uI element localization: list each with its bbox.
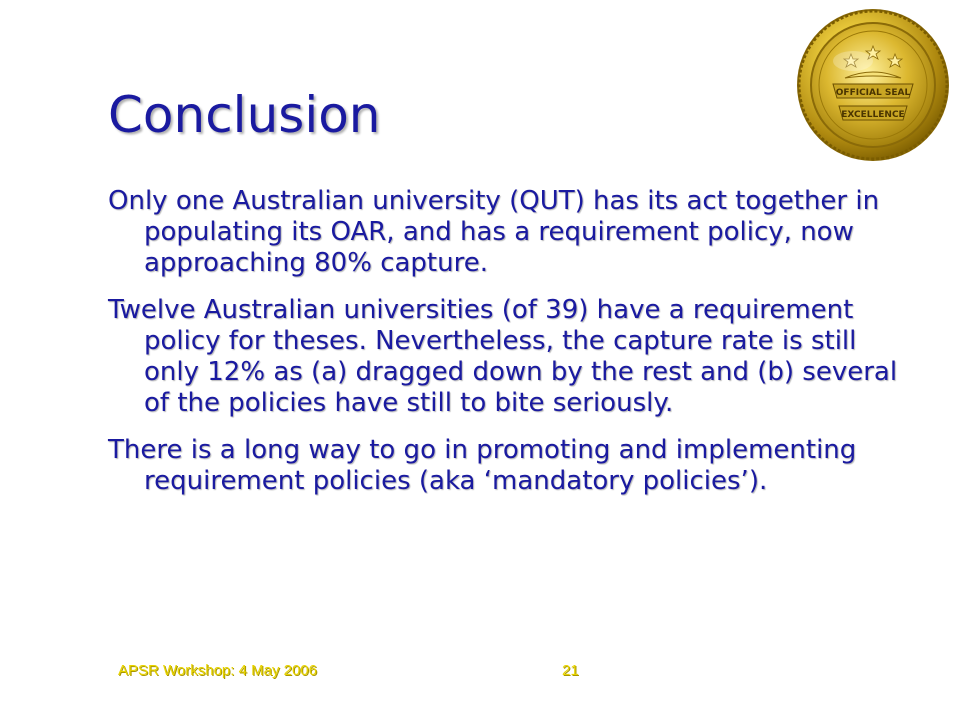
page-number: 21 <box>562 662 579 679</box>
paragraph-long-way: There is a long way to go in promoting and implementing requirement policies (aka ‘mandatory policies’). <box>108 435 857 496</box>
footer-workshop: APSR Workshop: 4 May 2006 <box>118 662 317 679</box>
slide-body <box>108 186 908 513</box>
slide-title: Conclusion <box>108 86 381 144</box>
paragraph-qut: Only one Australian university (QUT) has its act together in populating its OAR, and has a requirement policy, now approaching 80% capture. <box>108 186 880 278</box>
seal-top-text: OFFICIAL SEAL <box>835 88 911 98</box>
gold-seal-icon <box>793 6 953 164</box>
paragraph-theses: Twelve Australian universities (of 39) have a requirement policy for theses. Nevertheless, the capture rate is still only 12% as (a) dragged down by the rest and (b) several of the policies have still to bite seriously. <box>108 295 898 418</box>
seal-bottom-text: EXCELLENCE <box>841 110 905 120</box>
